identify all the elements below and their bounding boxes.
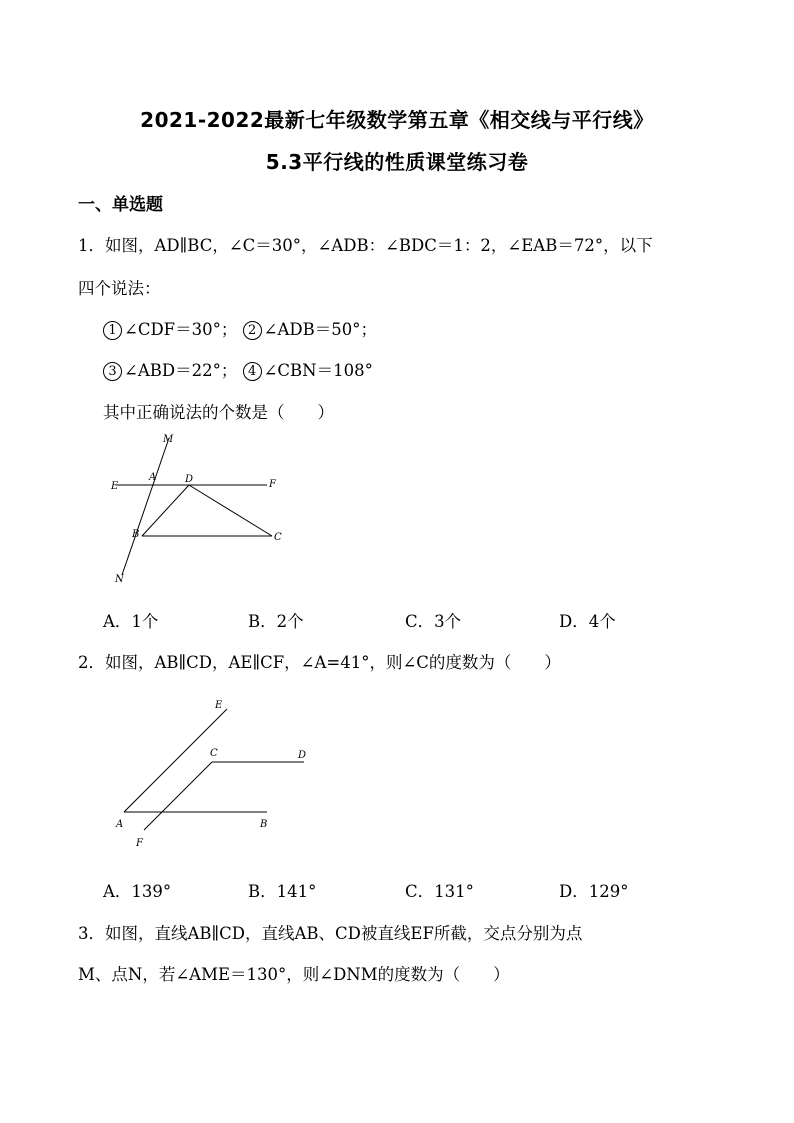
q3-stem-line-2: M、点N，若∠AME＝130°，则∠DNM的度数为（ ） (78, 965, 510, 984)
q2-option-a[interactable]: A．139° (103, 882, 172, 901)
label-m: M (163, 434, 174, 445)
q2-figure (105, 692, 325, 852)
q1-statements-row-2 (103, 357, 373, 381)
circled-number-4: 4 (243, 362, 262, 381)
line-mn (122, 438, 169, 575)
q2-option-b[interactable]: B．141° (248, 882, 317, 901)
circled-number-3: 3 (103, 362, 122, 381)
section-heading: 一、单选题 (78, 195, 163, 215)
ray-ae (124, 709, 227, 812)
segment-dc (189, 485, 272, 536)
label-a: A (149, 472, 157, 483)
q1-figure (105, 430, 305, 590)
q1-statement-3: ∠ABD＝22°； (124, 361, 238, 380)
q3-stem-line-1: 3．如图，直线AB∥CD，直线AB、CD被直线EF所截，交点分别为点 (78, 924, 583, 943)
label-e: E (111, 481, 119, 492)
q2-option-c[interactable]: C．131° (405, 882, 474, 901)
q1-stem-line-1: 1．如图，AD∥BC，∠C＝30°，∠ADB：∠BDC＝1：2，∠EAB＝72°，以下 (78, 236, 653, 255)
label-e: E (215, 700, 223, 711)
q1-statement-2: ∠ADB＝50°； (263, 320, 377, 339)
q1-prompt: 其中正确说法的个数是（ ） (103, 403, 334, 422)
q1-option-a[interactable]: A．1个 (103, 612, 159, 631)
segment-db (142, 485, 189, 536)
q1-statement-4: ∠CBN＝108° (263, 361, 373, 380)
label-f: F (269, 479, 276, 490)
label-f: F (136, 838, 143, 849)
label-d: D (185, 474, 194, 485)
label-b: B (260, 819, 268, 830)
q1-option-b[interactable]: B．2个 (248, 612, 304, 631)
q2-option-d[interactable]: D．129° (559, 882, 629, 901)
q1-option-c[interactable]: C．3个 (405, 612, 462, 631)
q1-option-d[interactable]: D．4个 (559, 612, 616, 631)
circled-number-2: 2 (243, 321, 262, 340)
label-c: C (274, 532, 282, 543)
label-n: N (115, 574, 124, 585)
label-b: B (132, 529, 140, 540)
q1-statements-row-1 (103, 316, 377, 340)
label-c: C (210, 748, 218, 759)
ray-cf (144, 762, 212, 830)
q2-stem: 2．如图，AB∥CD，AE∥CF，∠A=41°，则∠C的度数为（ ） (78, 653, 561, 672)
label-a: A (116, 819, 124, 830)
circled-number-1: 1 (103, 321, 122, 340)
title-line-2: 5.3平行线的性质课堂练习卷 (265, 150, 529, 174)
label-d: D (298, 750, 307, 761)
title-line-1: 2021-2022最新七年级数学第五章《相交线与平行线》 (140, 108, 654, 132)
q1-statement-1: ∠CDF＝30°； (124, 320, 238, 339)
q1-stem-line-2: 四个说法： (78, 279, 161, 298)
